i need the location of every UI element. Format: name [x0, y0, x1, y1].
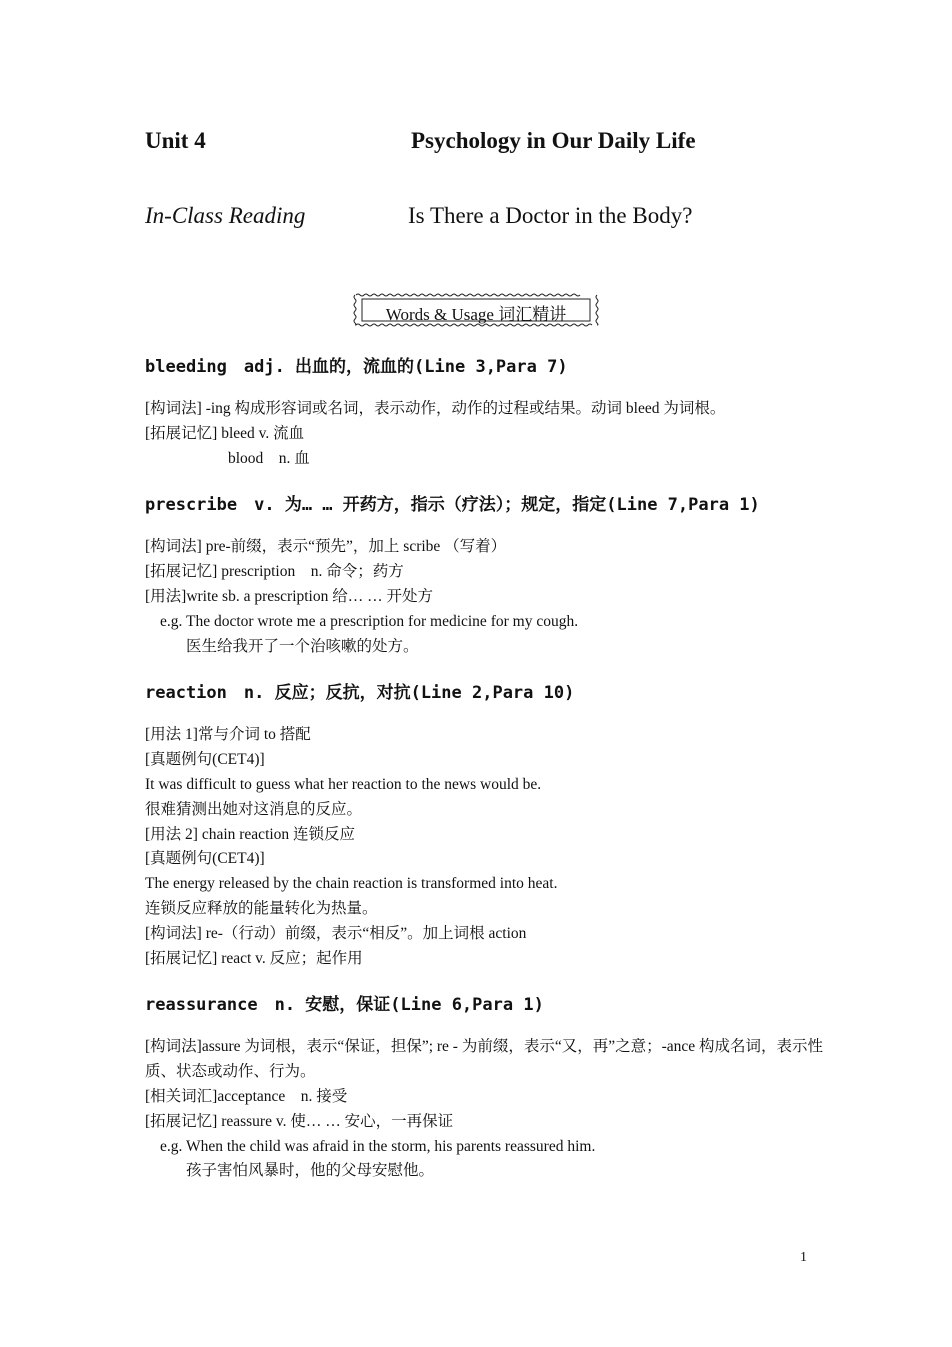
entry-example: e.g. When the child was afraid in the storm, his parents reassured him.: [160, 1137, 596, 1155]
entry-line: [真题例句(CET4)]: [145, 751, 265, 769]
entry-line: [用法 2] chain reaction 连锁反应: [145, 825, 356, 843]
reading-title: Is There a Doctor in the Body?: [408, 203, 693, 228]
section-label: In-Class Reading: [145, 203, 306, 228]
page-number: 1: [800, 1250, 807, 1265]
entry-line: [用法 1]常与介词 to 搭配: [145, 726, 311, 744]
entry-line: [真题例句(CET4)]: [145, 850, 265, 868]
vocabulary-entries: [145, 355, 825, 1184]
entry-headword: bleeding adj. 出血的，流血的(Line 3,Para 7): [145, 357, 568, 377]
entry-bleeding: [145, 355, 825, 471]
entry-line: [相关词汇]acceptance n. 接受: [145, 1087, 348, 1105]
entry-line: [拓展记忆] bleed v. 流血: [145, 424, 305, 442]
entry-line: The energy released by the chain reaction is transformed into heat.: [145, 875, 558, 893]
entry-line: [构词法] pre-前缀，表示“预先”，加上 scribe （写着）: [145, 538, 507, 556]
entry-line: [拓展记忆] reassure v. 使… … 安心，一再保证: [145, 1112, 454, 1130]
entry-line: [用法]write sb. a prescription 给… … 开处方: [145, 587, 433, 605]
entry-line: [构词法]assure 为词根，表示“保证，担保”; re - 为前缀，表示“又，再”之意；-ance 构成名词，表示性质、状态或动作、行为。: [145, 1038, 824, 1081]
entry-line: It was difficult to guess what her reaction to the news would be.: [145, 775, 542, 793]
entry-prescribe: [145, 493, 825, 659]
entry-line: 连锁反应释放的能量转化为热量。: [145, 899, 378, 917]
entry-headword: reassurance n. 安慰，保证(Line 6,Para 1): [145, 995, 544, 1016]
entry-line: [拓展记忆] react v. 反应；起作用: [145, 949, 363, 967]
entry-headword: prescribe v. 为… … 开药方，指示（疗法）；规定，指定(Line 7,Para 1): [145, 495, 760, 516]
unit-number: Unit 4: [145, 128, 206, 153]
banner-label: Words & Usage 词汇精讲: [385, 305, 567, 324]
words-usage-banner: [351, 291, 601, 329]
entry-line: 很难猜测出她对这消息的反应。: [145, 800, 363, 818]
entry-reaction: [145, 681, 825, 971]
entry-example-translation: 医生给我开了一个治咳嗽的处方。: [186, 637, 419, 655]
entry-line: [构词法] -ing 构成形容词或名词，表示动作，动作的过程或结果。动词 bleed 为词根。: [145, 400, 726, 417]
entry-line: [拓展记忆] prescription n. 命令；药方: [145, 563, 404, 581]
entry-headword: reaction n. 反应；反抗，对抗(Line 2,Para 10): [145, 683, 575, 704]
unit-title: Psychology in Our Daily Life: [411, 128, 696, 153]
entry-example: e.g. The doctor wrote me a prescription for medicine for my cough.: [160, 612, 579, 630]
entry-reassurance: [145, 993, 825, 1184]
entry-example-translation: 孩子害怕风暴时，他的父母安慰他。: [186, 1162, 435, 1180]
entry-line: [构词法] re-（行动）前缀，表示“相反”。加上词根 action: [145, 924, 527, 942]
entry-line: blood n. 血: [228, 449, 310, 467]
